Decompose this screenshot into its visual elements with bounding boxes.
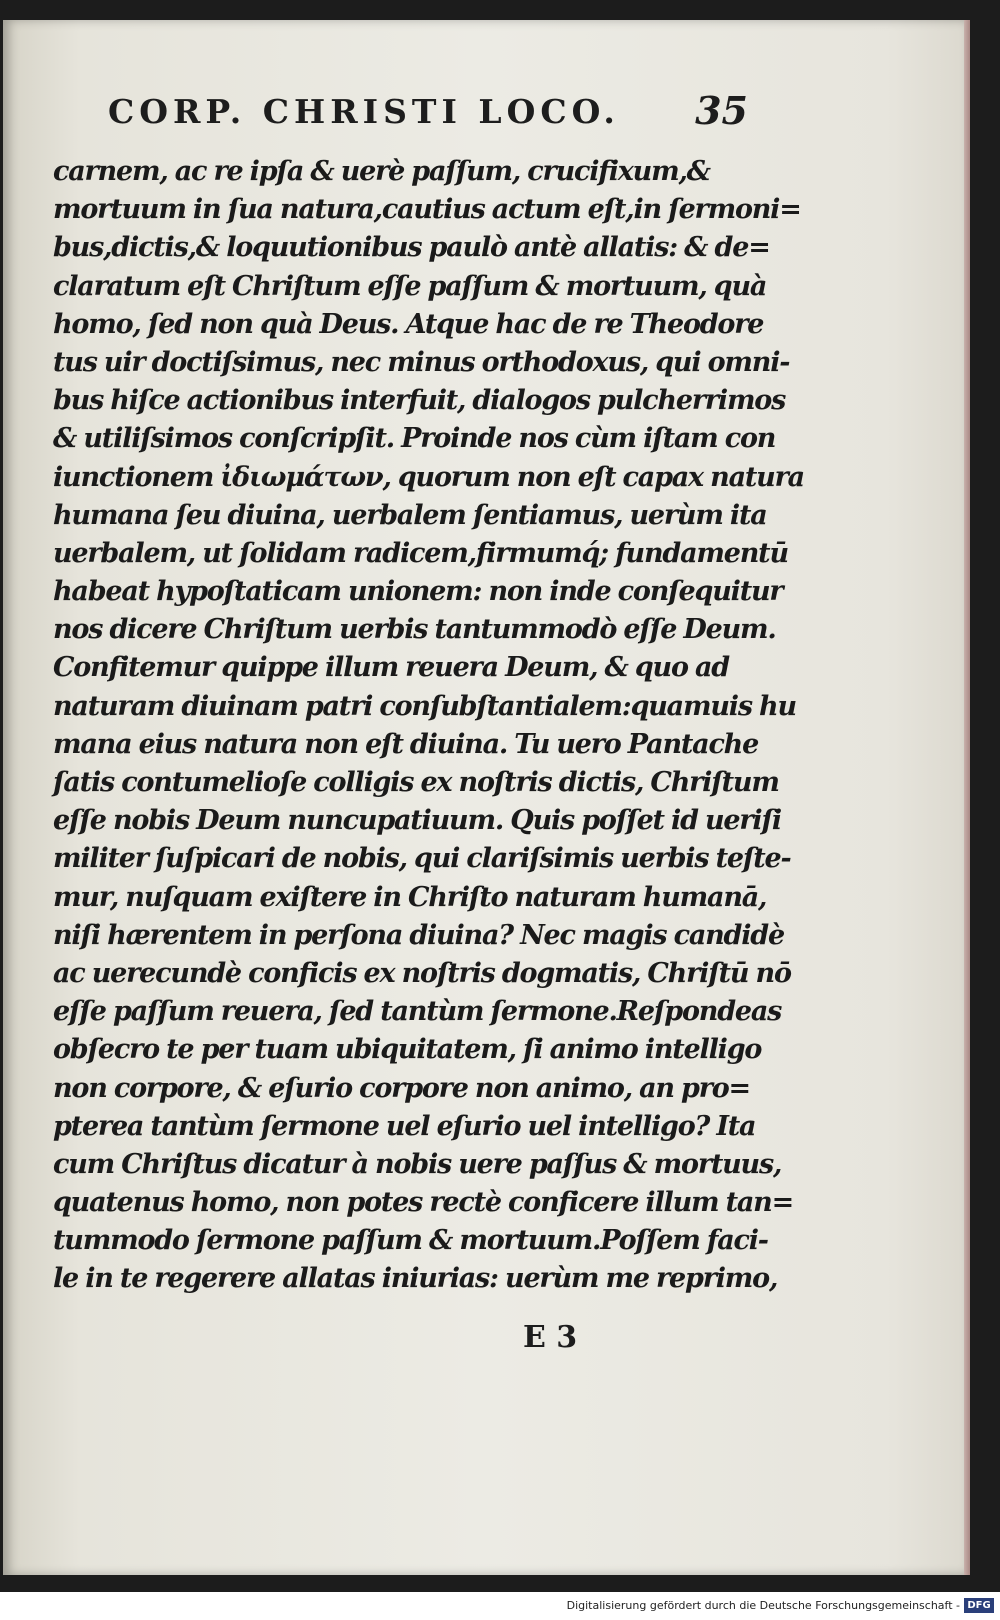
text-line: homo, ſed non quà Deus. Atque hac de re Theodore (53, 308, 764, 340)
text-line: obſecro te per tuam ubiquitatem, ſi animo intelligo (53, 1034, 762, 1066)
text-line: ac uerecundè conficis ex noſtris dogmatis, Chriſtū nō (53, 957, 791, 989)
text-line: uerbalem, ut ſolidam radicem,firmumq́; fundamentū (53, 537, 788, 569)
text-line: ſatis contumelioſe colligis ex noſtris dictis, Chriſtum (53, 767, 779, 798)
funding-credit: Digitalisierung gefördert durch die Deutsche Forschungsgemeinschaft - (566, 1599, 960, 1612)
text-line: claratum eſt Chriſtum eſſe paſſum & mortuum, quà (53, 270, 767, 302)
text-line: nos dicere Chriſtum uerbis tantummodò eſſe Deum. (53, 614, 776, 646)
text-line: le in te regerere allatas iniurias: uerùm me reprimo, (53, 1263, 778, 1295)
body-text (53, 153, 804, 1299)
book-page (3, 20, 970, 1575)
page-number: 35 (695, 88, 748, 133)
text-line: tummodo ſermone paſſum & mortuum.Poſſem faci- (53, 1225, 768, 1257)
text-line: Confitemur quippe illum reuera Deum, & quo ad (53, 652, 729, 684)
text-line: mortuum in ſua natura,cautius actum eſt,in ſermoni= (53, 194, 801, 226)
text-line: habeat hypoſtaticam unionem: non inde conſequitur (53, 576, 783, 608)
text-line: bus,dictis,& loquutionibus paulò antè allatis: & de= (53, 232, 770, 264)
text-line: carnem, ac re ipſa & uerè paſſum, crucifixum,& (53, 156, 710, 187)
text-line: iunctionem ἰδιωμάτων, quorum non eſt capax natura (53, 461, 804, 493)
text-line: humana ſeu diuina, uerbalem ſentiamus, uerùm ita (53, 499, 767, 531)
page-edge (964, 20, 970, 1575)
text-line: naturam diuinam patri conſubſtantialem:quamuis hu (53, 690, 796, 722)
text-line: eſſe nobis Deum nuncupatiuum. Quis poſſet id ueriſi (53, 805, 781, 837)
text-line: pterea tantùm ſermone uel eſurio uel intelligo? Ita (53, 1110, 756, 1142)
text-line: niſi hærentem in perſona diuina? Nec magis candidè (53, 919, 784, 951)
text-line: militer ſuſpicari de nobis, qui clariſsimis uerbis teſte- (53, 843, 791, 875)
text-line: bus hiſce actionibus interfuit, dialogos pulcherrimos (53, 385, 786, 417)
dfg-logo: DFG (964, 1598, 994, 1613)
text-line: quatenus homo, non potes rectè conficere illum tan= (53, 1187, 793, 1219)
text-line: eſſe paſſum reuera, ſed tantùm ſermone.Reſpondeas (53, 996, 782, 1028)
footer-bar (0, 1592, 1000, 1620)
page-header (108, 88, 748, 142)
text-line: mur, nuſquam exiſtere in Chriſto naturam humanā, (53, 881, 767, 913)
text-line: & utiliſsimos conſcripſit. Proinde nos cùm iſtam con (53, 423, 776, 455)
text-line: tus uir doctiſsimus, nec minus orthodoxus, qui omni- (53, 346, 790, 378)
running-head: CORP. CHRISTI LOCO. (108, 92, 620, 131)
text-line: mana eius natura non eſt diuina. Tu uero Pantache (53, 728, 759, 760)
signature-mark: E 3 (523, 1320, 578, 1355)
text-line: non corpore, & eſurio corpore non animo, an pro= (53, 1072, 750, 1104)
text-line: cum Chriſtus dicatur à nobis uere paſſus & mortuus, (53, 1148, 782, 1180)
